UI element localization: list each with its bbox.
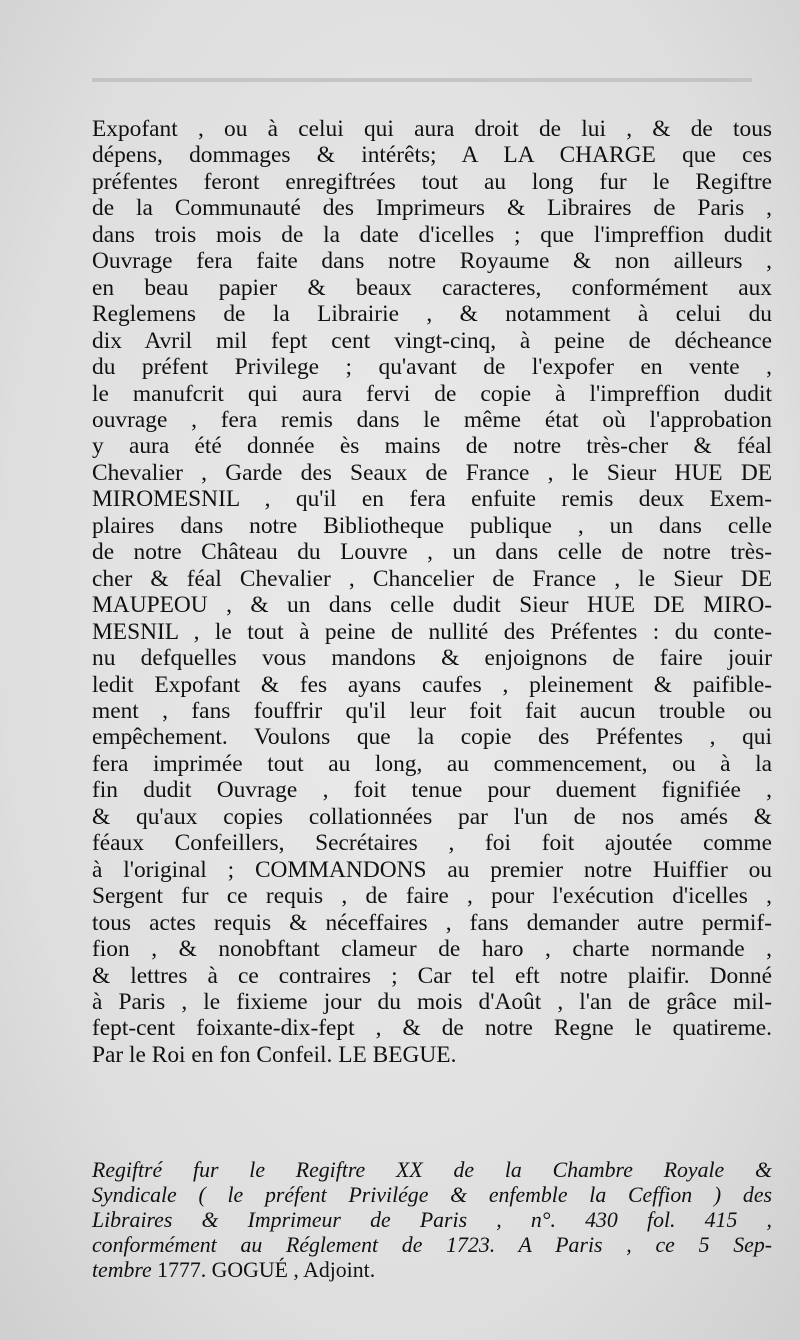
body-line: dépens, dommages & intérêts; A LA CHARGE que ces (92, 142, 772, 169)
registration-note (92, 1158, 772, 1283)
body-line: féaux Confeillers, Secrétaires , foi foit ajoutée comme (92, 830, 772, 857)
body-line: plaires dans notre Bibliotheque publique , un dans celle (92, 512, 772, 539)
body-line: MIROMESNIL , qu'il en fera enfuite remis deux Exem- (92, 486, 772, 513)
body-line: y aura été donnée ès mains de notre très-cher & féal (92, 433, 772, 460)
body-line: & lettres à ce contraires ; Car tel eft notre plaifir. Donné (92, 962, 772, 989)
registration-line: Regiftré fur le Regiftre XX de la Chambre Royale & (92, 1158, 772, 1182)
body-line: fion , & nonobftant clameur de haro , charte normande , (92, 936, 772, 963)
body-line: Chevalier , Garde des Seaux de France , le Sieur HUE DE (92, 459, 772, 486)
body-line: en beau papier & beaux caracteres, conformément aux (92, 274, 772, 301)
body-line: préfentes feront enregiftrées tout au long fur le Regiftre (92, 168, 772, 195)
top-rule (92, 78, 752, 82)
body-line: MESNIL , le tout à peine de nullité des Préfentes : du conte- (92, 618, 772, 645)
body-line: Ouvrage fera faite dans notre Royaume & non ailleurs , (92, 248, 772, 275)
body-line: à Paris , le fixieme jour du mois d'Août , l'an de grâce mil- (92, 988, 772, 1015)
body-line: Reglemens de la Librairie , & notamment à celui du (92, 301, 772, 328)
body-line: Expofant , ou à celui qui aura droit de lui , & de tous (92, 116, 772, 142)
body-line: & qu'aux copies collationnées par l'un de nos amés & (92, 803, 772, 830)
body-line: tous actes requis & néceffaires , fans demander autre permif- (92, 909, 772, 936)
registration-date-month: tembre (92, 1258, 152, 1282)
body-line: empêchement. Voulons que la copie des Préfentes , qui (92, 724, 772, 751)
body-line: ledit Expofant & fes ayans caufes , pleinement & paifible- (92, 671, 772, 698)
body-line: fept-cent foixante-dix-fept , & de notre Regne le quatireme. (92, 1015, 772, 1042)
body-line: Sergent fur ce requis , de faire , pour l'exécution d'icelles , (92, 883, 772, 910)
body-line: ouvrage , fera remis dans le même état où l'approbation (92, 406, 772, 433)
registration-line: conformément au Réglement de 1723. A Paris , ce 5 Sep- (92, 1233, 772, 1257)
body-line: du préfent Privilege ; qu'avant de l'expofer en vente , (92, 354, 772, 381)
registration-signature: 1777. GOGUÉ , Adjoint. (157, 1258, 376, 1282)
registration-line: Libraires & Imprimeur de Paris , n°. 430 fol. 415 , (92, 1208, 772, 1232)
body-line: le manufcrit qui aura fervi de copie à l'impreffion dudit (92, 380, 772, 407)
registration-lines (92, 1158, 772, 1258)
body-line: dans trois mois de la date d'icelles ; que l'impreffion dudit (92, 221, 772, 248)
body-line: nu defquelles vous mandons & enjoignons de faire jouir (92, 645, 772, 672)
body-line: cher & féal Chevalier , Chancelier de France , le Sieur DE (92, 565, 772, 592)
body-line: de la Communauté des Imprimeurs & Libraires de Paris , (92, 195, 772, 222)
body-line: fin dudit Ouvrage , foit tenue pour duement fignifiée , (92, 777, 772, 804)
body-line: dix Avril mil fept cent vingt-cinq, à peine de décheance (92, 327, 772, 354)
registration-line: Syndicale ( le préfent Privilége & enfemble la Ceffion ) des (92, 1183, 772, 1207)
body-line: MAUPEOU , & un dans celle dudit Sieur HUE DE MIRO- (92, 592, 772, 619)
body-line: ment , fans fouffrir qu'il leur foit fait aucun trouble ou (92, 697, 772, 724)
privilege-body-text (92, 116, 772, 1068)
body-line: de notre Château du Louvre , un dans celle de notre très- (92, 539, 772, 566)
body-line: Par le Roi en fon Confeil. LE BEGUE. (92, 1041, 457, 1068)
body-line: fera imprimée tout au long, au commencement, ou à la (92, 750, 772, 777)
registration-line (92, 1258, 772, 1283)
body-line: à l'original ; COMMANDONS au premier notre Huiffier ou (92, 856, 772, 883)
